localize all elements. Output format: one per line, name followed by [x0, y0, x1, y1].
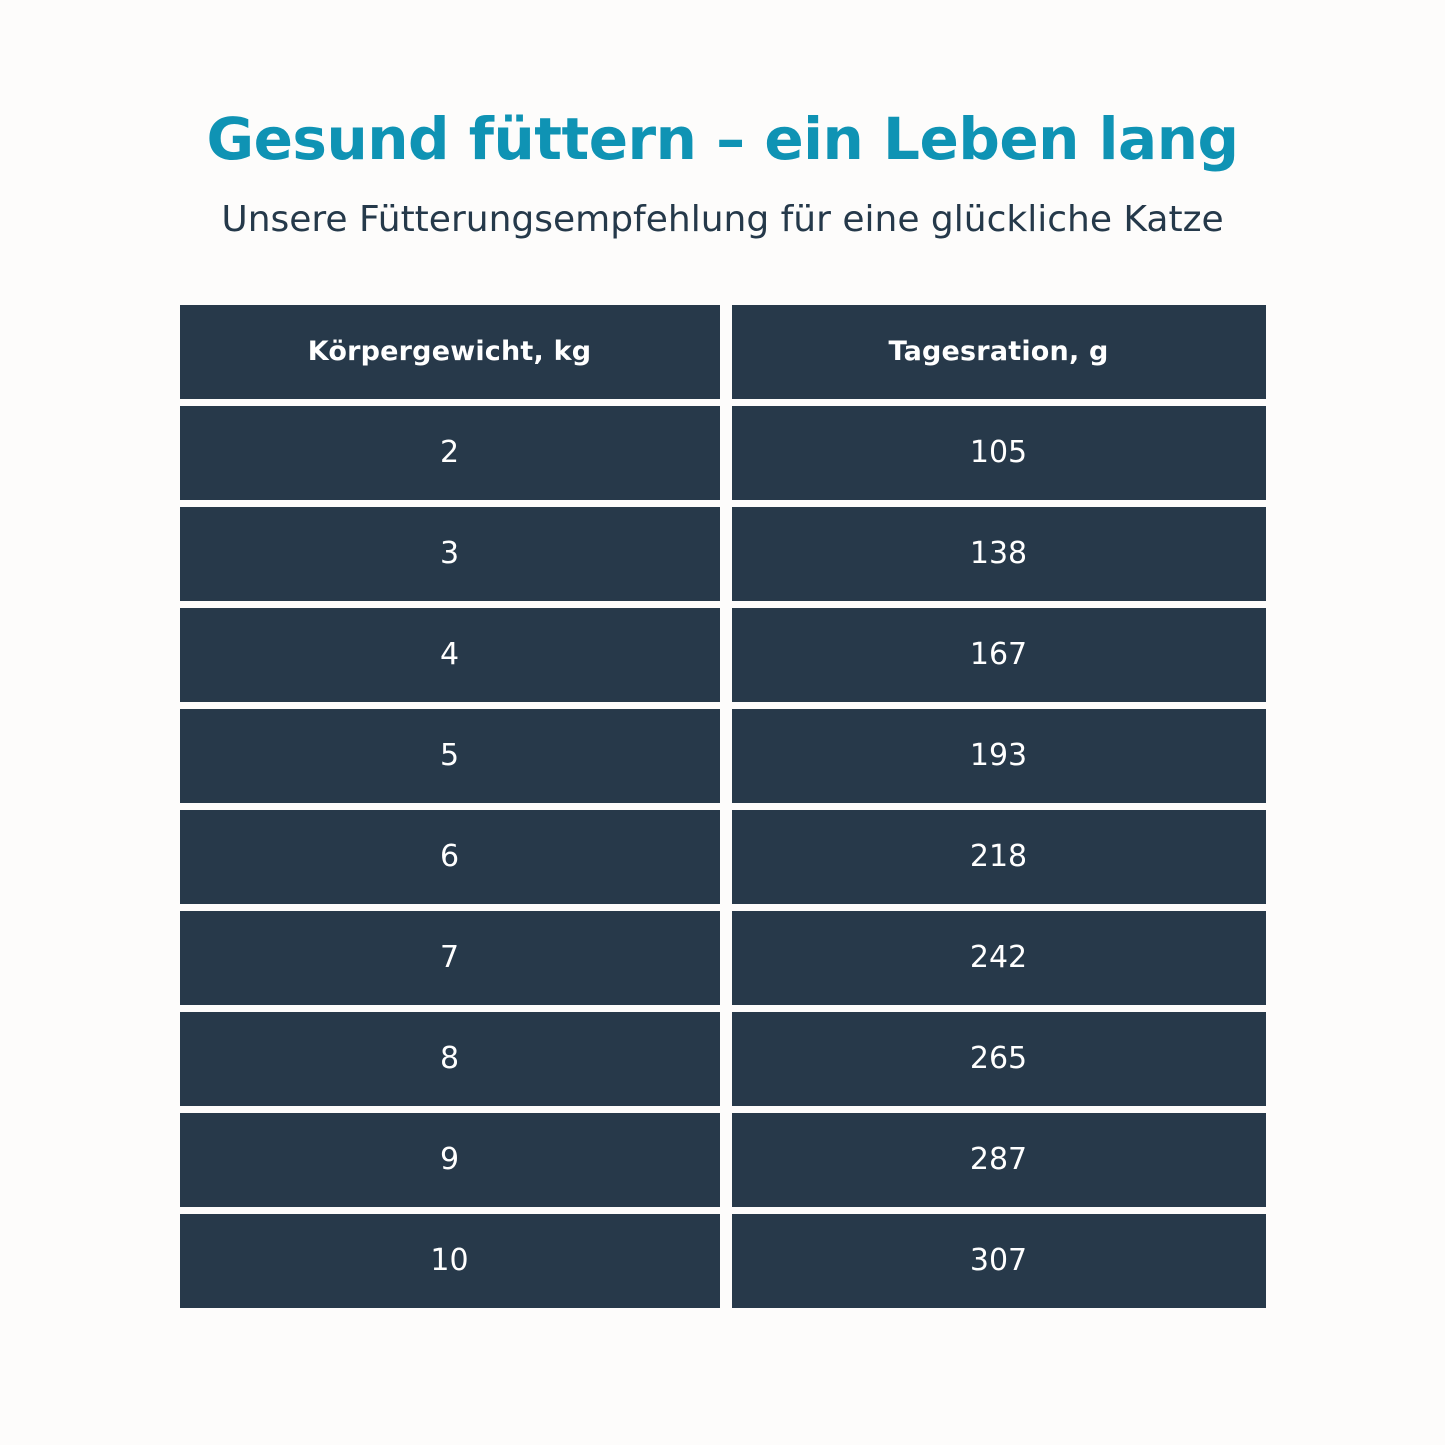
cell-dailyration: 138 — [732, 507, 1266, 601]
cell-dailyration: 167 — [732, 608, 1266, 702]
table-row — [180, 608, 1266, 702]
cell-dailyration: 193 — [732, 709, 1266, 803]
table-row — [180, 810, 1266, 904]
column-header-bodyweight: Körpergewicht, kg — [180, 305, 720, 399]
cell-bodyweight: 3 — [180, 507, 720, 601]
cell-bodyweight: 10 — [180, 1214, 720, 1308]
table-row — [180, 406, 1266, 500]
column-header-dailyration: Tagesration, g — [732, 305, 1266, 399]
feeding-table — [180, 305, 1266, 1308]
cell-dailyration: 307 — [732, 1214, 1266, 1308]
table-header-row — [180, 305, 1266, 399]
cell-bodyweight: 8 — [180, 1012, 720, 1106]
cell-bodyweight: 2 — [180, 406, 720, 500]
cell-bodyweight: 6 — [180, 810, 720, 904]
table-row — [180, 1113, 1266, 1207]
cell-bodyweight: 7 — [180, 911, 720, 1005]
table-row — [180, 911, 1266, 1005]
cell-bodyweight: 5 — [180, 709, 720, 803]
cell-bodyweight: 4 — [180, 608, 720, 702]
table-row — [180, 709, 1266, 803]
page-subtitle: Unsere Fütterungsempfehlung für eine glückliche Katze — [221, 198, 1224, 240]
table-row — [180, 1012, 1266, 1106]
cell-dailyration: 287 — [732, 1113, 1266, 1207]
cell-dailyration: 242 — [732, 911, 1266, 1005]
cell-dailyration: 265 — [732, 1012, 1266, 1106]
cell-bodyweight: 9 — [180, 1113, 720, 1207]
table-row — [180, 1214, 1266, 1308]
cell-dailyration: 105 — [732, 406, 1266, 500]
cell-dailyration: 218 — [732, 810, 1266, 904]
table-row — [180, 507, 1266, 601]
page-title: Gesund füttern – ein Leben lang — [206, 105, 1239, 173]
